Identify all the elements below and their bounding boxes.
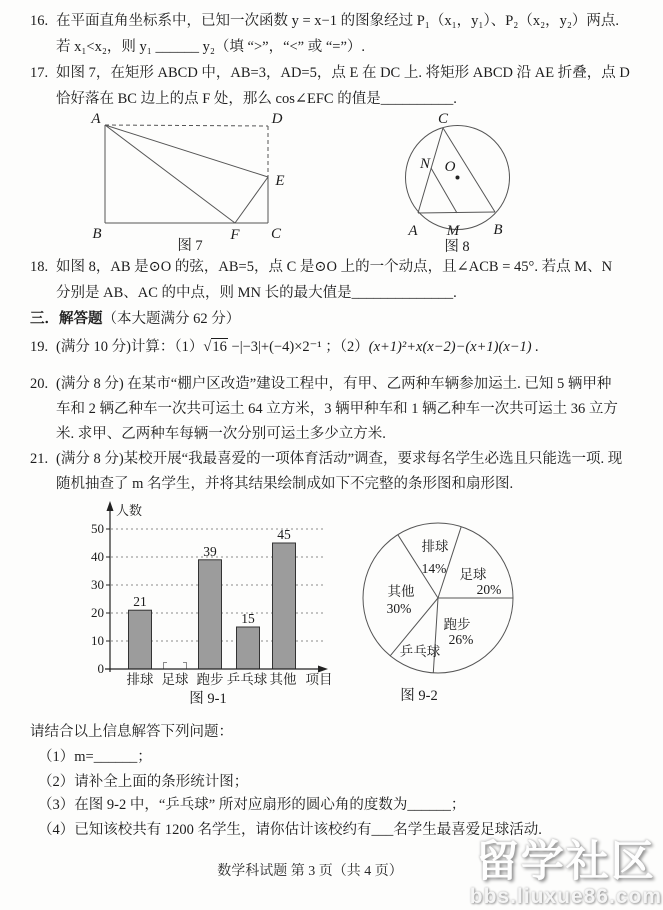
value-paobu: 39 xyxy=(203,544,217,559)
pie-label-paiqiu: 排球 xyxy=(421,539,449,554)
closing-item-1: （1）m=______； xyxy=(38,749,152,765)
fig7-point-A: A xyxy=(91,111,101,127)
value-qita: 45 xyxy=(277,527,291,542)
figure-7-rectangle-diagram xyxy=(60,104,300,254)
watermark xyxy=(469,838,662,908)
closing-intro: 请结合以上信息解答下列问题： xyxy=(30,724,233,740)
missing-bar-placeholder xyxy=(164,663,187,670)
figure-8-circle-diagram xyxy=(395,108,525,243)
pie-label-qita: 其他 xyxy=(387,584,415,599)
value-paiqiu: 21 xyxy=(133,594,147,609)
pie-pct-zuqiu: 20% xyxy=(476,582,502,597)
bar-chart-caption: 图 9-1 xyxy=(189,691,227,707)
question-20 xyxy=(30,372,655,447)
question-18 xyxy=(30,254,655,306)
fig7-point-D: D xyxy=(271,111,283,127)
question-18-number: 18. xyxy=(30,259,49,275)
cat-zuqiu: 足球 xyxy=(161,672,189,687)
bar-qita xyxy=(273,543,296,669)
ytick-0: 0 xyxy=(97,661,104,676)
question-18-line2: 分别是 AB、AC 的中点，则 MN 长的最大值是______________. xyxy=(56,285,457,301)
figure-7-caption: 图 7 xyxy=(177,238,203,254)
question-17-line2: 恰好落在 BC 边上的点 F 处，那么 cos∠EFC 的值是__________. xyxy=(56,91,457,107)
pie-pct-paiqiu: 14% xyxy=(421,561,447,576)
question-16-line1: 在平面直角坐标系中，已知一次函数 y = x−1 的图象经过 P₁（x₁，y₁）、P₂（x₂，y₂）两点. xyxy=(56,13,620,29)
question-21 xyxy=(30,447,655,497)
pie-pct-qita: 30% xyxy=(386,601,412,616)
watermark-url: bbs.liuxue86.com xyxy=(469,885,662,908)
question-16-line2: 若 x₁<x₂，则 y₁ ______ y₂（填 “>”，“<” 或 “=”）. xyxy=(56,39,366,55)
question-20-line3: 米. 求甲、乙两种车每辆一次分别可运土多少立方米. xyxy=(56,426,386,442)
question-20-line1: (满分 8 分) 在某市“棚户区改造”建设工程中，有甲、乙两种车辆参加运土. 已知 5 辆甲种 xyxy=(56,376,612,392)
fig8-point-N: N xyxy=(419,156,431,172)
x-axis-label: 项目 xyxy=(305,672,333,687)
question-21-line2: 随机抽查了 m 名学生，并将其结果绘制成如下不完整的条形图和扇形图. xyxy=(56,476,514,492)
bar-paobu xyxy=(199,560,222,669)
ytick-10: 10 xyxy=(91,633,104,648)
fig7-point-C: C xyxy=(270,226,282,242)
fig8-center-dot xyxy=(456,176,460,180)
bar-pingpang xyxy=(237,627,260,669)
question-17-line1: 如图 7，在矩形 ABCD 中，AB=3，AD=5，点 E 在 DC 上. 将矩形 ABCD 沿 AE 折叠，点 D xyxy=(56,65,630,81)
question-21-line1: (满分 8 分)某校开展“我最喜爱的一项体育活动”调查，要求每名学生必选且只能选一项. 现 xyxy=(56,451,623,467)
fig7-point-E: E xyxy=(275,173,285,189)
fig7-point-B: B xyxy=(92,226,102,242)
question-19 xyxy=(30,334,655,360)
watermark-title: 留学社区 xyxy=(475,838,656,886)
pie-label-paobu: 跑步 xyxy=(443,617,471,632)
cat-paobu: 跑步 xyxy=(196,672,224,687)
sqrt-symbol: √ xyxy=(203,339,212,355)
fig8-point-B: B xyxy=(493,222,503,238)
question-19-formula1: −|−3|+(−4)×2⁻¹ ；（2） xyxy=(227,339,369,355)
pie-chart-figure-9-2 xyxy=(358,517,523,682)
fig7-point-F: F xyxy=(230,227,240,243)
fig8-point-O: O xyxy=(444,159,456,175)
question-16-number: 16. xyxy=(30,13,49,29)
fig8-point-C: C xyxy=(437,111,449,127)
question-20-line2: 车和 2 辆乙种车一次共可运土 64 立方米，3 辆甲种车和 1 辆乙种车一次共可运土 36 立方 xyxy=(56,401,618,417)
question-19-prefix: (满分 10 分)计算：（1） xyxy=(56,339,204,355)
pie-pct-paobu: 26% xyxy=(448,632,474,647)
y-axis-arrow xyxy=(107,501,114,511)
section-3-title: 三．解答题 xyxy=(30,311,103,327)
question-21-number: 21. xyxy=(30,451,49,467)
page-footer: 数学科试题 第 3 页（共 4 页） xyxy=(217,864,403,879)
question-18-line1: 如图 8，AB 是⊙O 的弦，AB=5，点 C 是⊙O 上的一个动点，且∠ACB = 45°. 若点 M、N xyxy=(56,259,613,275)
ytick-20: 20 xyxy=(91,605,104,620)
figure-8-caption: 图 8 xyxy=(444,239,470,255)
y-axis-label: 人数 xyxy=(116,503,143,518)
closing-item-2: （2）请补全上面的条形统计图； xyxy=(38,774,249,790)
pie-label-zuqiu: 足球 xyxy=(459,567,487,582)
question-17-number: 17. xyxy=(30,65,49,81)
question-20-number: 20. xyxy=(30,376,49,392)
section-3-heading xyxy=(30,306,240,332)
ytick-30: 30 xyxy=(91,577,104,592)
pie-label-pingpang: 乒乓球 xyxy=(399,644,441,659)
closing-item-3: （3）在图 9-2 中，“乒乓球” 所对应扇形的圆心角的度数为______； xyxy=(38,797,466,813)
question-19-number: 19. xyxy=(30,339,49,355)
cat-paiqiu: 排球 xyxy=(126,672,154,687)
fig8-point-M: M xyxy=(446,223,460,239)
bar-chart-figure-9-1 xyxy=(75,500,335,700)
question-16 xyxy=(30,8,655,60)
cat-qita: 其他 xyxy=(269,672,297,687)
cat-pingpang: 乒乓球 xyxy=(226,672,268,687)
pie-chart-caption: 图 9-2 xyxy=(400,688,438,704)
ytick-40: 40 xyxy=(91,549,104,564)
value-pingpang: 15 xyxy=(241,611,255,626)
closing-item-4: （4）已知该校共有 1200 名学生，请你估计该校约有___名学生最喜爱足球活动. xyxy=(38,822,542,838)
sqrt-argument: 16 xyxy=(212,339,227,355)
section-3-points: （本大题满分 62 分） xyxy=(102,311,241,327)
bar-paiqiu xyxy=(129,610,152,669)
fig8-point-A: A xyxy=(408,223,418,239)
ytick-50: 50 xyxy=(91,521,104,536)
question-19-formula2: (x+1)²+x(x−2)−(x+1)(x−1) . xyxy=(368,339,539,355)
